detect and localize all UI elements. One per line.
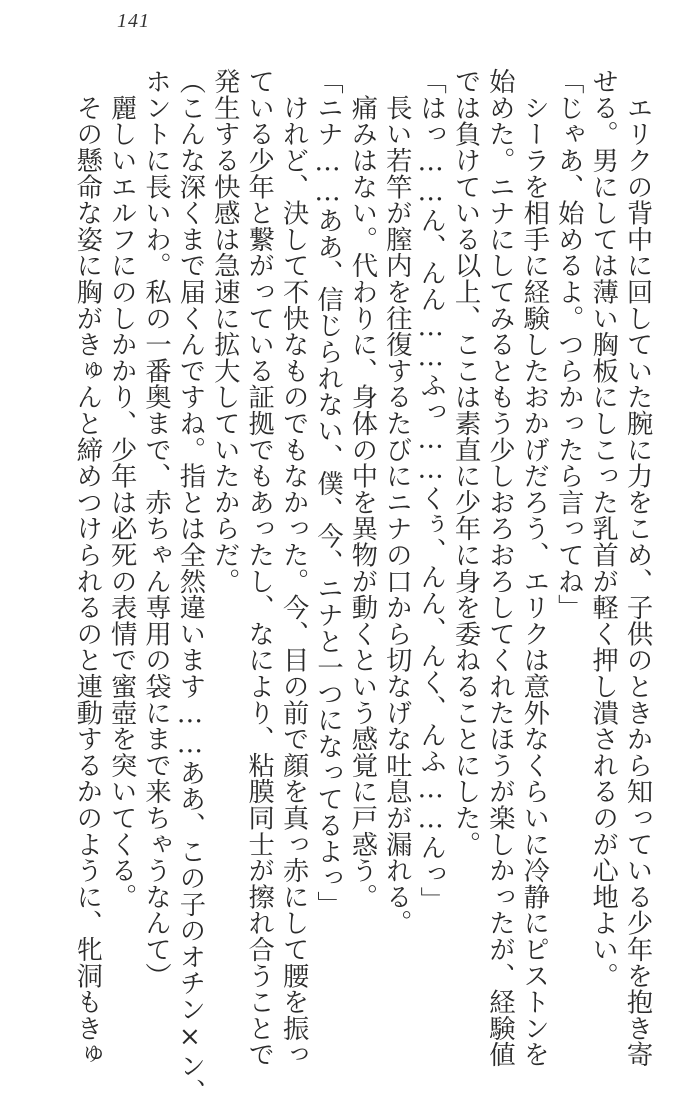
novel-text-body bbox=[71, 68, 652, 1105]
text-line: 痛みはない。代わりに、身体の中を異物が動くという感覚に戸惑う。 bbox=[346, 68, 377, 910]
text-line: 始めた。ニナにしてみるともう少しおろおろしてくれたほうが楽しかったが、経験値 bbox=[484, 68, 515, 1068]
text-line: けれど、決して不快なものでもなかった。今、目の前で顔を真っ赤にして腰を振っ bbox=[278, 68, 309, 1068]
text-line: ホントに長いわ。私の一番奥まで、赤ちゃん専用の袋にまで来ちゃうなんて） bbox=[140, 68, 171, 989]
text-line: シーラを相手に経験したおかげだろう、エリクは意外なくらいに冷静にピストンを bbox=[518, 68, 549, 1068]
text-line: 麗しいエルフにのしかかり、少年は必死の表情で蜜壺を突いてくる。 bbox=[106, 68, 137, 910]
page-number: 141 bbox=[117, 10, 150, 32]
text-line: では負けている以上、ここは素直に少年に身を委ねることにした。 bbox=[450, 68, 481, 857]
text-line: 発生する快感は急速に拡大していたからだ。 bbox=[209, 68, 240, 594]
text-line: （こんな深くまで届くんですね。指とは全然違います……ああ、この子のオチン×ン、 bbox=[174, 68, 205, 1105]
text-line: ている少年と繋がっている証拠でもあったし、なにより、粘膜同士が擦れ合うことで bbox=[243, 68, 274, 1068]
text-line: 「はっ……ん、んん……ふっ……くぅ、んん、んく、んふ……んっ」 bbox=[415, 68, 446, 913]
text-line: 「じゃあ、始めるよ。つらかったら言ってね」 bbox=[553, 68, 584, 621]
text-line: その懸命な姿に胸がきゅんと締めつけられるのと連動するかのように、牝洞もきゅ bbox=[71, 68, 102, 1068]
text-line: せる。男にしては薄い胸板にしこった乳首が軽く押し潰されるのが心地よい。 bbox=[587, 68, 618, 989]
text-line: エリクの背中に回していた腕に力をこめ、子供のときから知っている少年を抱き寄 bbox=[622, 68, 652, 1068]
text-line: 長い若竿が膣内を往復するたびにニナの口から切なげな吐息が漏れる。 bbox=[381, 68, 412, 936]
text-line: 「ニナ……ああ、信じられない、僕、今、ニナと一つになってるよっ」 bbox=[312, 68, 343, 917]
